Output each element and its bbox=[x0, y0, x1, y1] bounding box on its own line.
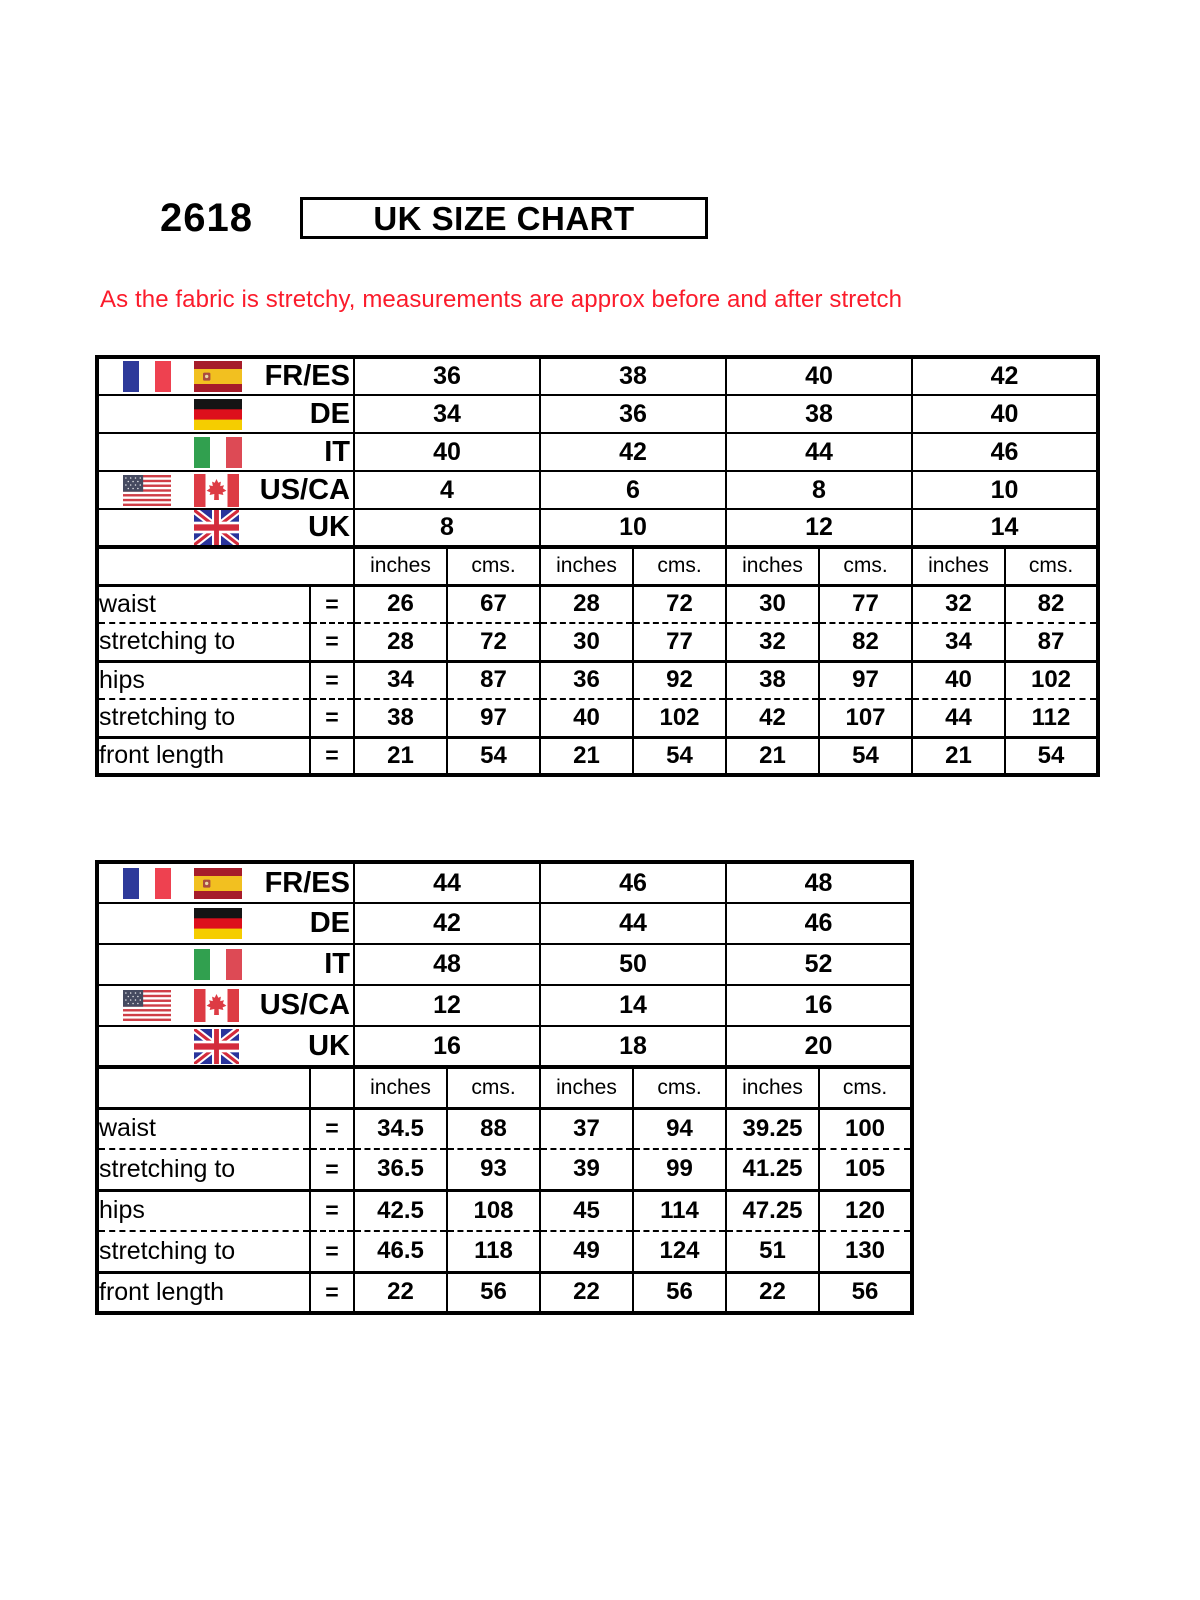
size-value-cell: 20 bbox=[726, 1026, 912, 1067]
unit-header-cell: cms. bbox=[633, 547, 726, 585]
measure-value-cell: 118 bbox=[447, 1231, 540, 1272]
unit-header-cell: cms. bbox=[447, 1067, 540, 1108]
region-cell-inner bbox=[99, 989, 353, 1022]
measure-value-cell: 32 bbox=[726, 623, 819, 661]
measure-value-cell: 77 bbox=[633, 623, 726, 661]
size-value-cell: 38 bbox=[726, 395, 912, 433]
empty-flag-slot bbox=[123, 399, 171, 430]
size-value-cell: 6 bbox=[540, 471, 726, 509]
measure-value-cell: 40 bbox=[912, 661, 1005, 699]
unit-header-cell: inches bbox=[726, 547, 819, 585]
size-value-cell: 40 bbox=[354, 433, 540, 471]
measure-value-cell: 87 bbox=[1005, 623, 1098, 661]
measure-label-cell-stretching-to: stretching to bbox=[97, 623, 310, 661]
equals-cell: = bbox=[310, 1231, 354, 1272]
usa-flag-icon bbox=[123, 990, 171, 1021]
equals-cell: = bbox=[310, 623, 354, 661]
measure-value-cell: 36 bbox=[540, 661, 633, 699]
region-label-de: DE bbox=[309, 907, 350, 939]
measure-value-cell: 39 bbox=[540, 1149, 633, 1190]
title-box bbox=[300, 197, 708, 239]
unit-header-cell: inches bbox=[354, 1067, 447, 1108]
size-value-cell: 42 bbox=[540, 433, 726, 471]
measure-value-cell: 97 bbox=[819, 661, 912, 699]
product-code: 2618 bbox=[160, 196, 253, 240]
region-cell-fr-es bbox=[97, 862, 354, 903]
measure-label-cell-hips: hips bbox=[97, 661, 310, 699]
measure-value-cell: 22 bbox=[354, 1272, 447, 1313]
region-label-fr-es: FR/ES bbox=[264, 360, 350, 392]
measure-value-cell: 82 bbox=[1005, 585, 1098, 623]
measure-value-cell: 56 bbox=[633, 1272, 726, 1313]
region-label-it: IT bbox=[324, 435, 350, 468]
unit-header-cell: cms. bbox=[1005, 547, 1098, 585]
size-value-cell: 50 bbox=[540, 944, 726, 985]
canada-flag-icon bbox=[194, 989, 239, 1022]
measure-value-cell: 28 bbox=[354, 623, 447, 661]
measure-value-cell: 21 bbox=[354, 737, 447, 775]
size-value-cell: 12 bbox=[354, 985, 540, 1026]
measure-value-cell: 56 bbox=[819, 1272, 912, 1313]
unit-header-cell: inches bbox=[354, 547, 447, 585]
region-cell-us-ca bbox=[97, 471, 354, 509]
size-value-cell: 36 bbox=[540, 395, 726, 433]
measure-value-cell: 42 bbox=[726, 699, 819, 737]
measure-value-cell: 72 bbox=[633, 585, 726, 623]
equals-cell: = bbox=[310, 585, 354, 623]
size-table-wrap-uk-16-20 bbox=[95, 860, 914, 1315]
region-cell-de bbox=[97, 903, 354, 944]
region-cell-inner bbox=[99, 399, 353, 430]
germany-flag-icon bbox=[194, 399, 242, 430]
measure-value-cell: 54 bbox=[819, 737, 912, 775]
measure-value-cell: 77 bbox=[819, 585, 912, 623]
region-cell-inner bbox=[99, 510, 353, 545]
measure-value-cell: 34 bbox=[912, 623, 1005, 661]
size-value-cell: 36 bbox=[354, 357, 540, 395]
italy-flag-icon bbox=[194, 949, 242, 980]
equals-cell: = bbox=[310, 1108, 354, 1149]
measure-value-cell: 107 bbox=[819, 699, 912, 737]
measure-value-cell: 97 bbox=[447, 699, 540, 737]
size-value-cell: 46 bbox=[912, 433, 1098, 471]
size-value-cell: 42 bbox=[354, 903, 540, 944]
measure-value-cell: 102 bbox=[633, 699, 726, 737]
region-cell-inner bbox=[99, 949, 353, 980]
size-value-cell: 14 bbox=[540, 985, 726, 1026]
measure-label-cell-waist: waist bbox=[97, 1108, 310, 1149]
size-value-cell: 46 bbox=[726, 903, 912, 944]
measure-value-cell: 49 bbox=[540, 1231, 633, 1272]
size-value-cell: 48 bbox=[354, 944, 540, 985]
equals-cell: = bbox=[310, 1190, 354, 1231]
size-value-cell: 4 bbox=[354, 471, 540, 509]
measure-value-cell: 54 bbox=[447, 737, 540, 775]
uk-size-table-1 bbox=[95, 355, 1100, 777]
canada-flag-icon bbox=[194, 474, 239, 507]
measure-value-cell: 47.25 bbox=[726, 1190, 819, 1231]
region-label-it: IT bbox=[324, 948, 350, 980]
size-value-cell: 40 bbox=[912, 395, 1098, 433]
measure-value-cell: 54 bbox=[633, 737, 726, 775]
size-value-cell: 14 bbox=[912, 509, 1098, 547]
measure-value-cell: 51 bbox=[726, 1231, 819, 1272]
size-value-cell: 8 bbox=[726, 471, 912, 509]
measure-value-cell: 22 bbox=[726, 1272, 819, 1313]
measure-value-cell: 56 bbox=[447, 1272, 540, 1313]
measure-value-cell: 120 bbox=[819, 1190, 912, 1231]
measure-value-cell: 30 bbox=[726, 585, 819, 623]
size-table-wrap-uk-8-14 bbox=[95, 355, 1100, 777]
empty-flag-slot bbox=[123, 1031, 171, 1062]
region-cell-inner bbox=[99, 474, 353, 507]
france-flag-icon bbox=[123, 868, 171, 899]
equals-cell: = bbox=[310, 1272, 354, 1313]
measure-label-cell-front-length: front length bbox=[97, 737, 310, 775]
spain-flag-icon bbox=[194, 868, 242, 899]
measure-value-cell: 46.5 bbox=[354, 1231, 447, 1272]
measure-value-cell: 21 bbox=[912, 737, 1005, 775]
page-title: UK SIZE CHART bbox=[373, 199, 635, 237]
measure-value-cell: 38 bbox=[354, 699, 447, 737]
measure-value-cell: 21 bbox=[726, 737, 819, 775]
measure-value-cell: 32 bbox=[912, 585, 1005, 623]
measure-value-cell: 108 bbox=[447, 1190, 540, 1231]
region-label-uk: UK bbox=[308, 511, 350, 543]
germany-flag-icon bbox=[194, 908, 242, 939]
measure-value-cell: 41.25 bbox=[726, 1149, 819, 1190]
uk-flag-icon bbox=[194, 1029, 239, 1064]
blank-equals-cell bbox=[310, 1067, 354, 1108]
measure-value-cell: 114 bbox=[633, 1190, 726, 1231]
spain-flag-icon bbox=[194, 361, 242, 392]
usa-flag-icon bbox=[123, 475, 171, 506]
size-value-cell: 40 bbox=[726, 357, 912, 395]
measure-value-cell: 42.5 bbox=[354, 1190, 447, 1231]
empty-flag-slot bbox=[123, 908, 171, 939]
region-label-uk: UK bbox=[308, 1029, 350, 1062]
measure-value-cell: 100 bbox=[819, 1108, 912, 1149]
measure-value-cell: 54 bbox=[1005, 737, 1098, 775]
measure-value-cell: 124 bbox=[633, 1231, 726, 1272]
region-cell-inner bbox=[99, 361, 353, 392]
unit-header-cell: inches bbox=[726, 1067, 819, 1108]
measure-value-cell: 38 bbox=[726, 661, 819, 699]
size-value-cell: 34 bbox=[354, 395, 540, 433]
size-value-cell: 10 bbox=[912, 471, 1098, 509]
region-cell-fr-es bbox=[97, 357, 354, 395]
measure-value-cell: 92 bbox=[633, 661, 726, 699]
size-value-cell: 44 bbox=[726, 433, 912, 471]
france-flag-icon bbox=[123, 361, 171, 392]
measure-value-cell: 22 bbox=[540, 1272, 633, 1313]
measure-value-cell: 72 bbox=[447, 623, 540, 661]
unit-header-cell: inches bbox=[540, 1067, 633, 1108]
equals-cell: = bbox=[310, 661, 354, 699]
unit-header-cell: cms. bbox=[819, 547, 912, 585]
measure-value-cell: 82 bbox=[819, 623, 912, 661]
size-value-cell: 16 bbox=[354, 1026, 540, 1067]
region-cell-us-ca bbox=[97, 985, 354, 1026]
equals-cell: = bbox=[310, 737, 354, 775]
equals-cell: = bbox=[310, 1149, 354, 1190]
measure-label-cell-stretching-to: stretching to bbox=[97, 1149, 310, 1190]
size-value-cell: 12 bbox=[726, 509, 912, 547]
measure-label-cell-waist: waist bbox=[97, 585, 310, 623]
measure-value-cell: 93 bbox=[447, 1149, 540, 1190]
empty-flag-slot bbox=[123, 512, 171, 543]
size-value-cell: 38 bbox=[540, 357, 726, 395]
size-value-cell: 42 bbox=[912, 357, 1098, 395]
region-cell-inner bbox=[99, 868, 353, 899]
size-value-cell: 16 bbox=[726, 985, 912, 1026]
empty-flag-slot bbox=[123, 437, 171, 468]
measure-value-cell: 36.5 bbox=[354, 1149, 447, 1190]
size-value-cell: 8 bbox=[354, 509, 540, 547]
region-cell-it bbox=[97, 944, 354, 985]
measure-value-cell: 130 bbox=[819, 1231, 912, 1272]
measure-label-cell-hips: hips bbox=[97, 1190, 310, 1231]
region-cell-it bbox=[97, 433, 354, 471]
measure-value-cell: 21 bbox=[540, 737, 633, 775]
empty-flag-slot bbox=[123, 949, 171, 980]
size-value-cell: 52 bbox=[726, 944, 912, 985]
blank-label-cell bbox=[97, 547, 354, 585]
measure-value-cell: 88 bbox=[447, 1108, 540, 1149]
measure-value-cell: 67 bbox=[447, 585, 540, 623]
unit-header-cell: cms. bbox=[633, 1067, 726, 1108]
blank-label-cell bbox=[97, 1067, 310, 1108]
measure-value-cell: 26 bbox=[354, 585, 447, 623]
measure-value-cell: 34.5 bbox=[354, 1108, 447, 1149]
measure-value-cell: 44 bbox=[912, 699, 1005, 737]
uk-flag-icon bbox=[194, 510, 239, 545]
unit-header-cell: inches bbox=[912, 547, 1005, 585]
size-value-cell: 18 bbox=[540, 1026, 726, 1067]
measure-value-cell: 99 bbox=[633, 1149, 726, 1190]
measure-value-cell: 30 bbox=[540, 623, 633, 661]
size-value-cell: 44 bbox=[540, 903, 726, 944]
uk-size-table-2 bbox=[95, 860, 914, 1315]
stretch-note: As the fabric is stretchy, measurements are approx before and after stretch bbox=[100, 286, 903, 313]
measure-value-cell: 87 bbox=[447, 661, 540, 699]
region-label-us-ca: US/CA bbox=[259, 473, 350, 506]
italy-flag-icon bbox=[194, 437, 242, 468]
region-cell-uk bbox=[97, 509, 354, 547]
region-cell-inner bbox=[99, 437, 353, 468]
measure-label-cell-stretching-to: stretching to bbox=[97, 699, 310, 737]
region-label-de: DE bbox=[309, 397, 350, 430]
measure-value-cell: 112 bbox=[1005, 699, 1098, 737]
unit-header-cell: cms. bbox=[819, 1067, 912, 1108]
size-value-cell: 46 bbox=[540, 862, 726, 903]
region-cell-uk bbox=[97, 1026, 354, 1067]
measure-value-cell: 102 bbox=[1005, 661, 1098, 699]
size-value-cell: 44 bbox=[354, 862, 540, 903]
size-value-cell: 48 bbox=[726, 862, 912, 903]
unit-header-cell: cms. bbox=[447, 547, 540, 585]
unit-header-cell: inches bbox=[540, 547, 633, 585]
measure-label-cell-stretching-to: stretching to bbox=[97, 1231, 310, 1272]
region-cell-inner bbox=[99, 1029, 353, 1064]
size-value-cell: 10 bbox=[540, 509, 726, 547]
equals-cell: = bbox=[310, 699, 354, 737]
region-cell-de bbox=[97, 395, 354, 433]
measure-value-cell: 37 bbox=[540, 1108, 633, 1149]
measure-value-cell: 45 bbox=[540, 1190, 633, 1231]
measure-value-cell: 105 bbox=[819, 1149, 912, 1190]
header-row bbox=[160, 197, 708, 239]
measure-value-cell: 34 bbox=[354, 661, 447, 699]
region-label-us-ca: US/CA bbox=[259, 989, 350, 1021]
measure-value-cell: 40 bbox=[540, 699, 633, 737]
measure-label-cell-front-length: front length bbox=[97, 1272, 310, 1313]
measure-value-cell: 28 bbox=[540, 585, 633, 623]
measure-value-cell: 94 bbox=[633, 1108, 726, 1149]
region-cell-inner bbox=[99, 908, 353, 939]
region-label-fr-es: FR/ES bbox=[264, 866, 350, 899]
measure-value-cell: 39.25 bbox=[726, 1108, 819, 1149]
